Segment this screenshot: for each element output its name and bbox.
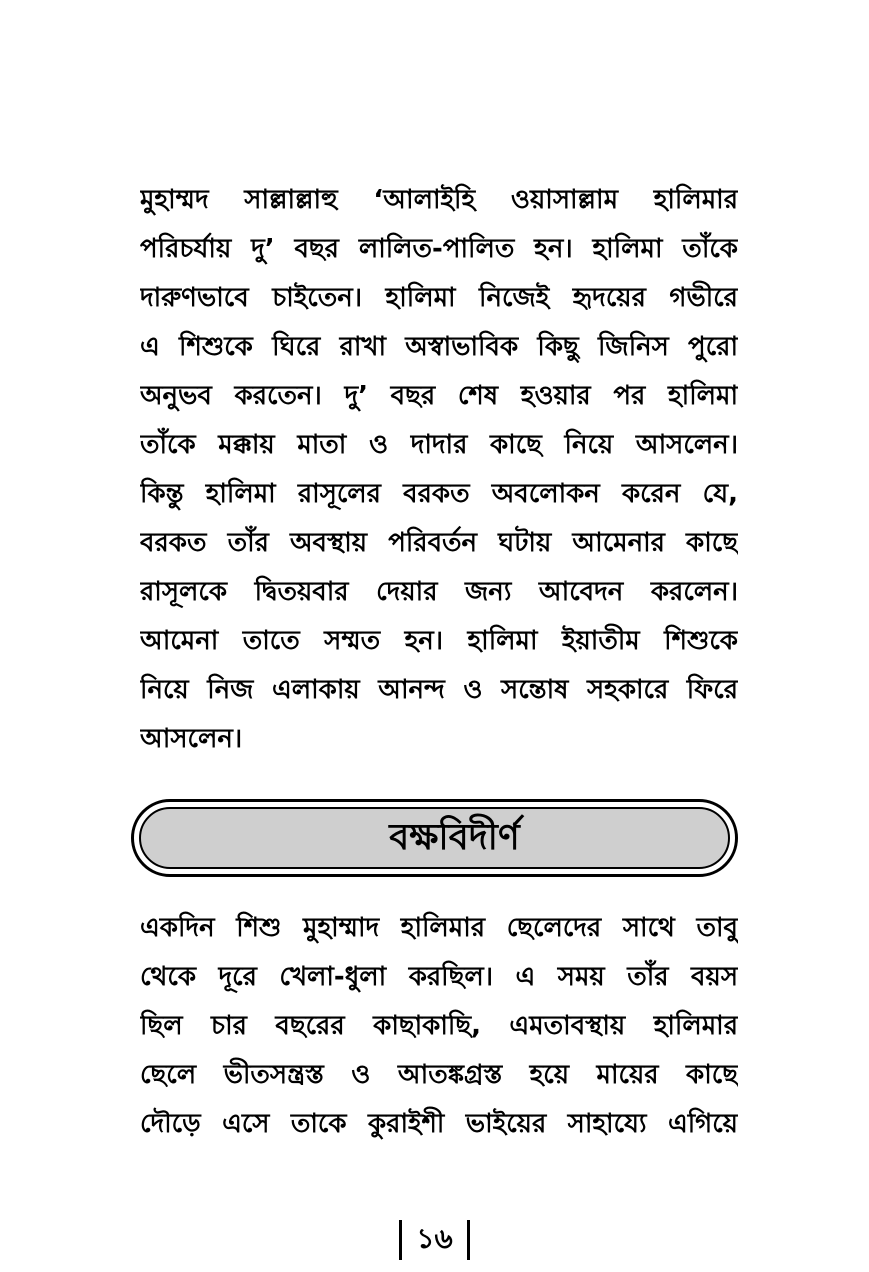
text-line: রাসূলকে দ্বিতয়বার দেয়ার জন্য আবেদন করলেন। [140,577,738,607]
text-line: আমেনা তাতে সম্মত হন। হালিমা ইয়াতীম শিশুকে [140,626,738,656]
text-line: অনুভব করতেন। দু’ বছর শেষ হওয়ার পর হালিমা [140,381,738,411]
text-line: পরিচর্যায় দু’ বছর লালিত-পালিত হন। হালিমা তাঁকে [140,234,738,264]
body-paragraph-2 [140,904,738,1149]
text-line: দারুণভাবে চাইতেন। হালিমা নিজেই হৃদয়ের গভীরে [140,283,738,313]
text-line: বরকত তাঁর অবস্থায় পরিবর্তন ঘটায় আমেনার কাছে [140,528,738,558]
page-number-text: ১৬ [416,1221,453,1255]
text-line: থেকে দূরে খেলা-ধুলা করছিল। এ সময় তাঁর বয়স [140,962,738,992]
text-line: দৌড়ে এসে তাকে কুরাইশী ভাইয়ের সাহায্যে এগিয়ে [140,1109,738,1139]
text-line: একদিন শিশু মুহাম্মাদ হালিমার ছেলেদের সাথে তাবু [140,913,738,943]
text-line: কিন্তু হালিমা রাসূলের বরকত অবলোকন করেন যে, [140,479,738,509]
text-line: মুহাম্মদ সাল্লাল্লাহু ‘আলাইহি ওয়াসাল্লাম হালিমার [140,185,738,215]
text-line: ছেলে ভীতসন্ত্রস্ত ও আতঙ্কগ্রস্ত হয়ে মায়ের কাছে [140,1060,738,1090]
section-heading-panel [139,807,730,869]
page-number-left-bar [399,1220,402,1260]
section-heading: বক্ষবিদীর্ণ [389,817,520,858]
text-line: ছিল চার বছরের কাছাকাছি, এমতাবস্থায় হালিমার [140,1011,738,1041]
text-line: আসলেন। [140,724,243,754]
page-number-right-bar [467,1220,470,1260]
text-line: নিয়ে নিজ এলাকায় আনন্দ ও সন্তোষ সহকারে ফিরে [140,675,738,705]
body-paragraph-1 [140,176,738,764]
section-heading-box [131,799,738,877]
page-number [0,1218,869,1262]
text-line: তাঁকে মক্কায় মাতা ও দাদার কাছে নিয়ে আসলেন। [140,430,738,460]
text-line: এ শিশুকে ঘিরে রাখা অস্বাভাবিক কিছু জিনিস পুরো [140,332,738,362]
